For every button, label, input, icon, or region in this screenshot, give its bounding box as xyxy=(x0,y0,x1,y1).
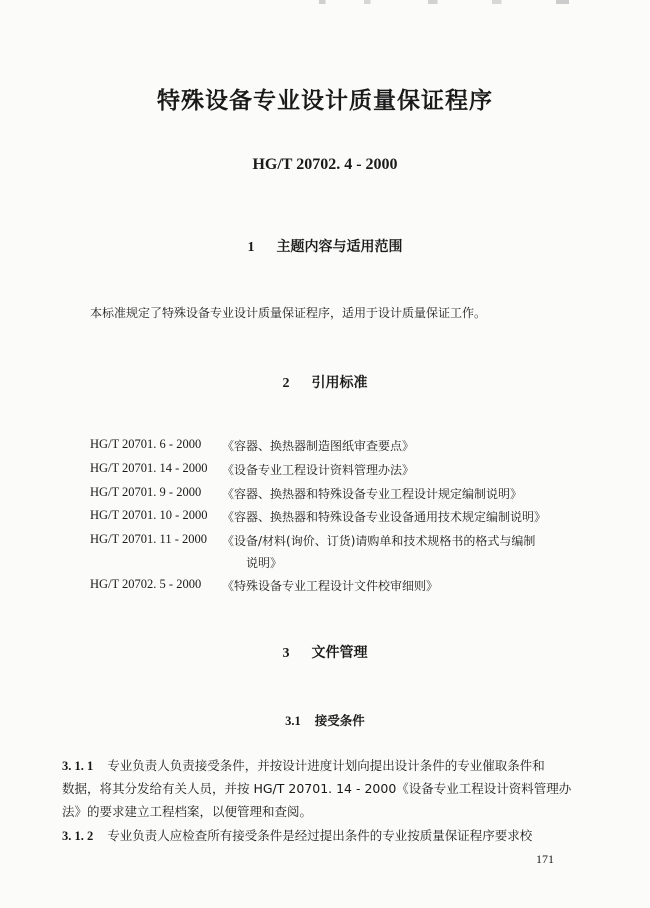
clause-3-1-2-line-1 xyxy=(62,826,592,844)
clause-3-1-1-line-2: 数据，将其分发给有关人员，并按 HG/T 20701. 14 - 2000《设备专业工程设计资料管理办 xyxy=(62,781,572,796)
reference-code: HG/T 20701. 11 - 2000 xyxy=(90,532,208,546)
reference-code: HG/T 20701. 10 - 2000 xyxy=(90,508,208,522)
clause-3-1-1-line-3: 法》的要求建立工程档案，以便管理和查阅。 xyxy=(62,804,313,819)
section-number: 2 xyxy=(282,376,290,391)
reference-name: 《容器、换热器制造图纸审查要点》 xyxy=(222,439,415,453)
reference-code: HG/T 20702. 5 - 2000 xyxy=(90,577,202,591)
document-title: 特殊设备专业设计质量保证程序 xyxy=(157,88,493,114)
section-3-heading xyxy=(0,642,650,662)
clause-text: 专业负责人负责接受条件，并按设计进度计划向提出设计条件的专业催取条件和 xyxy=(107,758,545,773)
standard-code: HG/T 20702. 4 - 2000 xyxy=(252,156,398,173)
reference-code: HG/T 20701. 6 - 2000 xyxy=(90,437,202,451)
reference-name: 《容器、换热器和特殊设备专业工程设计规定编制说明》 xyxy=(222,487,523,501)
reference-name: 《容器、换热器和特殊设备专业设备通用技术规定编制说明》 xyxy=(222,510,547,524)
section-number: 1 xyxy=(247,240,255,255)
scan-artifact xyxy=(300,0,620,4)
reference-code: HG/T 20701. 14 - 2000 xyxy=(90,461,208,475)
clause-number: 3. 1. 1 xyxy=(62,759,94,773)
page-number: 171 xyxy=(536,852,554,866)
reference-code: HG/T 20701. 9 - 2000 xyxy=(90,485,202,499)
section-title: 引用标准 xyxy=(311,375,368,391)
reference-name: 《设备专业工程设计资料管理办法》 xyxy=(222,463,415,477)
section-1-heading xyxy=(0,236,650,256)
section-3-1-heading xyxy=(0,711,650,729)
reference-name: 《设备/材料(询价、订货)请购单和技术规格书的格式与编制 xyxy=(222,534,536,548)
section-title: 文件管理 xyxy=(311,645,368,661)
reference-name: 《特殊设备专业工程设计文件校审细则》 xyxy=(222,579,439,593)
section-title: 主题内容与适用范围 xyxy=(276,239,403,255)
section-title: 接受条件 xyxy=(314,713,365,728)
clause-text: 专业负责人应检查所有接受条件是经过提出条件的专业按质量保证程序要求校 xyxy=(107,828,533,843)
clause-3-1-1-line-1 xyxy=(62,756,592,774)
reference-name-continued: 说明》 xyxy=(246,556,283,570)
section-1-text: 本标准规定了特殊设备专业设计质量保证程序，适用于设计质量保证工作。 xyxy=(90,306,487,320)
section-2-heading xyxy=(0,372,650,392)
clause-number: 3. 1. 2 xyxy=(62,829,94,843)
section-number: 3.1 xyxy=(285,714,301,728)
section-number: 3 xyxy=(282,646,290,661)
